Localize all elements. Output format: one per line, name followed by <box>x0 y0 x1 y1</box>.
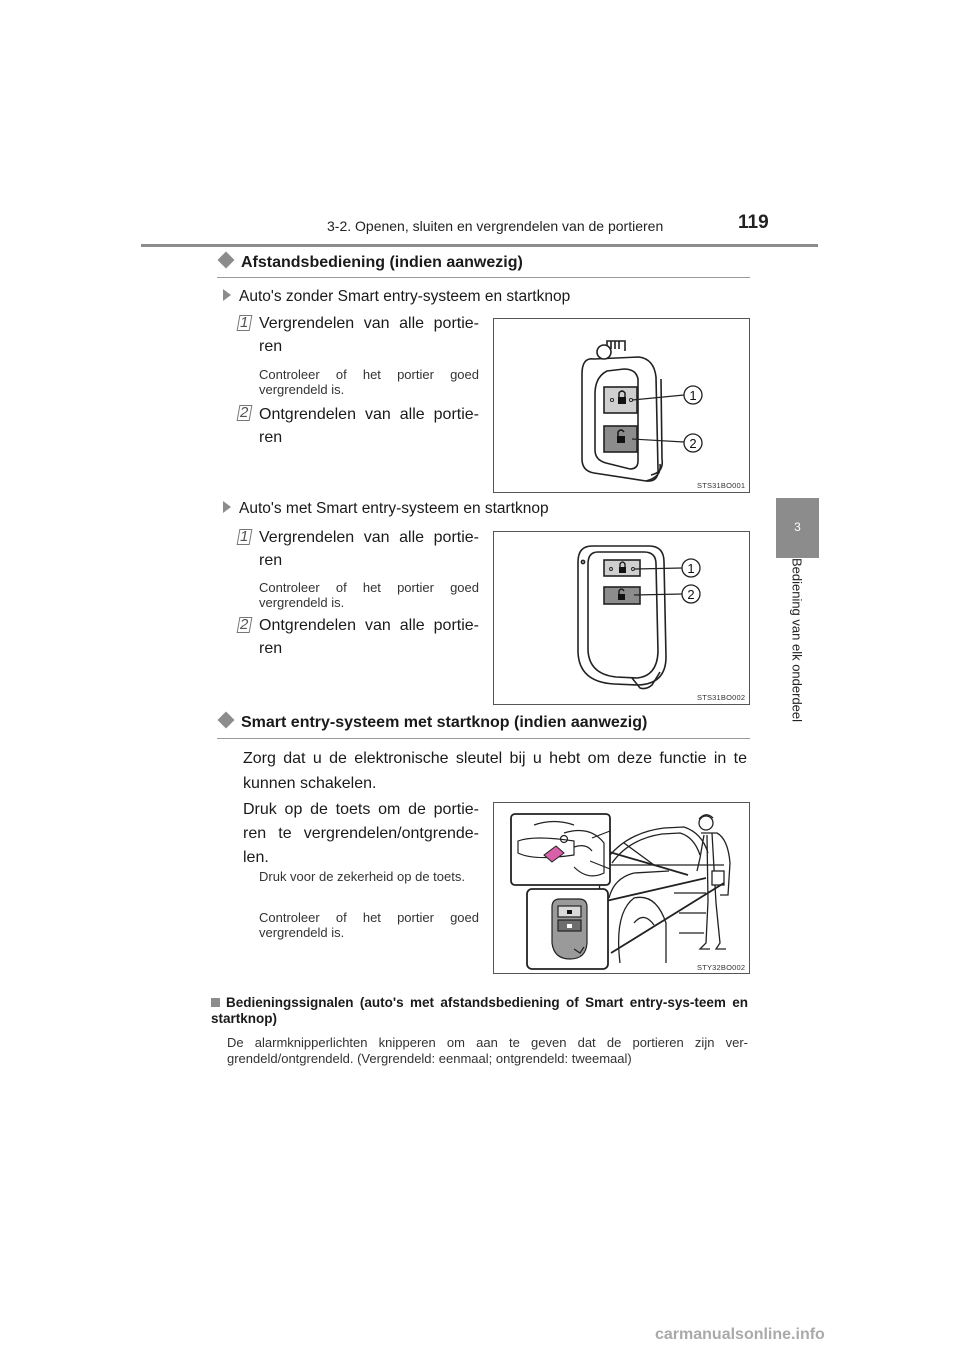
info-body: De alarmknipperlichten knipperen om aan te geven dat de portieren zijn ver-grendeld/ontgrendeld. (Vergrendeld: eenmaal; ontgrendeld: tweemaal) <box>227 1035 748 1066</box>
page-number: 119 <box>738 212 769 233</box>
info-heading: Bedieningssignalen (auto's met afstandsbediening of Smart entry-sys-teem en startknop) <box>211 995 748 1026</box>
item-unlock-text: Ontgrendelen van alle portie-ren <box>259 617 479 657</box>
callout-2: 2 <box>687 587 695 602</box>
item-lock-text: Vergrendelen van alle portie-ren <box>259 315 479 355</box>
header-rule <box>141 244 818 247</box>
figure-smart-key <box>493 531 750 705</box>
door-handle-illustration <box>494 803 750 974</box>
figure-remote-key <box>493 318 750 493</box>
watermark: carmanualsonline.info <box>655 1326 825 1343</box>
smart-entry-instruction: Druk op de toets om de portie-ren te vergrendelen/ontgrende-len. <box>243 801 479 866</box>
item-unlock-text: Ontgrendelen van alle portie-ren <box>259 406 479 446</box>
callout-2: 2 <box>689 436 697 451</box>
subheading-without-smart-entry: Auto's zonder Smart entry-systeem en startknop <box>223 288 570 306</box>
figure-door-handle <box>493 802 750 974</box>
subheading-with-smart-entry: Auto's met Smart entry-systeem en startknop <box>223 500 549 518</box>
diamond-bullet-icon <box>218 712 235 729</box>
step-number-icon: 2 <box>237 404 253 421</box>
step-number-icon: 2 <box>237 616 253 633</box>
callout-1: 1 <box>687 561 695 576</box>
section-rule <box>217 738 750 739</box>
running-header: 3-2. Openen, sluiten en vergrendelen van de portieren <box>327 218 664 234</box>
square-bullet-icon <box>211 998 220 1007</box>
chapter-label: Bediening van elk onderdeel <box>789 557 805 723</box>
figure-code: STS31BO001 <box>697 481 746 490</box>
smart-entry-note-1: Druk voor de zekerheid op de toets. <box>259 869 465 884</box>
section-heading-remote: Afstandsbediening (indien aanwezig) <box>217 254 523 272</box>
smart-key-illustration <box>494 532 750 705</box>
section-rule <box>217 277 750 278</box>
section-heading-smart-entry: Smart entry-systeem met startknop (indien aanwezig) <box>217 714 647 732</box>
figure-code: STY32BO002 <box>697 963 746 972</box>
triangle-bullet-icon <box>223 289 231 301</box>
step-number-icon: 1 <box>237 314 253 331</box>
triangle-bullet-icon <box>223 501 231 513</box>
smart-entry-note-2: Controleer of het portier goed vergrendeld is. <box>259 910 479 940</box>
smart-entry-intro: Zorg dat u de elektronische sleutel bij u hebt om deze functie in te kunnen schakelen. <box>243 750 747 792</box>
chapter-number: 3 <box>794 520 801 534</box>
diamond-bullet-icon <box>218 252 235 269</box>
step-number-icon: 1 <box>237 528 253 545</box>
callout-1: 1 <box>689 388 697 403</box>
item-lock-note: Controleer of het portier goed vergrendeld is. <box>259 367 479 397</box>
item-lock-text: Vergrendelen van alle portie-ren <box>259 529 479 569</box>
remote-key-illustration <box>494 319 750 493</box>
figure-code: STS31BO002 <box>697 693 746 702</box>
item-lock-note: Controleer of het portier goed vergrendeld is. <box>259 580 479 610</box>
